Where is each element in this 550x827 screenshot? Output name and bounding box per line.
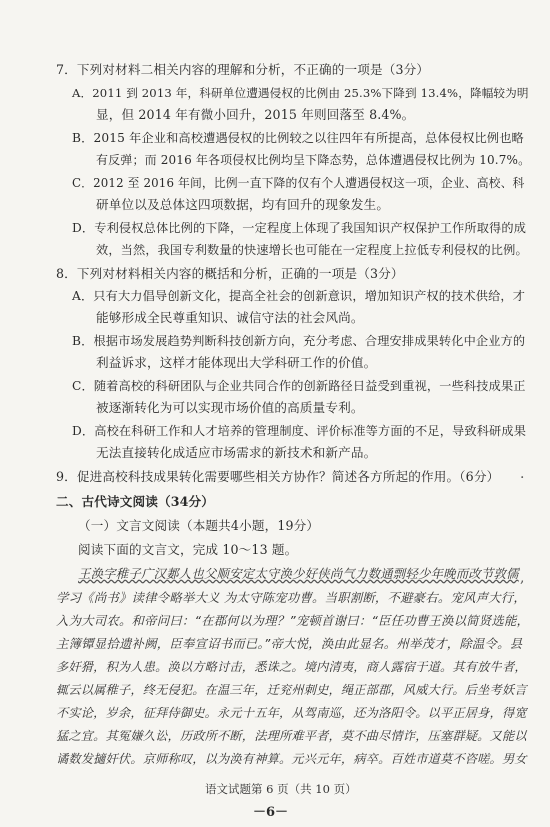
passage-line-9: 谲数发擿奸伏。京师称叹，以为涣有神算。元兴元年，病卒。百姓市道莫不咨嗟。男女 [56,752,527,766]
q8-option-c-line2: 被逐渐转化为可以实现市场价值的高质量专利。 [96,400,364,415]
q7-option-c-line2: 研单位以及总体这四项数据，均有回升的现象发生。 [96,197,390,212]
passage-line-7: 不实论，岁余，征拜侍御史。永元十五年，从驾南巡，还为洛阳令。以平正居身，得宽 [56,706,527,720]
q7-option-d-line2: 效，当然，我国专利数量的快速增长也可能在一定程度上拉低专利侵权的比例。 [96,243,528,257]
passage-line-5: 多奸猾，积为人患。涣以方略讨击，悉诛之。境内清夷，商人露宿于道。其有放牛者， [56,660,527,674]
passage-intro: 阅读下面的文言文，完成 10～13 题。 [78,542,298,557]
q7-option-a-line2: 显，但 2014 年有微小回升，2015 年则回落至 8.4%。 [96,107,415,122]
passage-line-8: 猛之宜。其冤嫌久讼，历政所不断，法理所难平者，莫不曲尽情诈，压塞群疑。又能以 [56,729,527,743]
q8-option-c-line1: C．随着高校的科研团队与企业共同合作的创新路径日益受到重视，一些科技成果正 [72,379,526,393]
q8-option-a-line1: A．只有大力倡导创新文化，提高全社会的创新意识，增加知识产权的技术供给，才 [72,289,526,303]
section-title: 二、古代诗文阅读（34分） [56,494,215,509]
q9-stem: 9．促进高校科技成果转化需要哪些相关方协作？简述各方所起的作用。（6分） [56,469,500,484]
q8-stem: 8．下列对材料相关内容的概括和分析，正确的一项是（3分） [56,266,404,281]
q7-option-b-line2: 有反弹；而 2016 年各项侵权比例均呈下降态势，总体遭遇侵权比例为 10.7%。 [96,153,531,167]
q8-option-b-line2: 利益诉求，这样才能体现出大学科研工作的价值。 [96,355,377,370]
q7-option-d-line1: D．专利侵权总体比例的下降，一定程度上体现了我国知识产权保护工作所取得的成 [72,221,527,235]
q7-option-b-line1: B．2015 年企业和高校遭遇侵权的比例较之以往四年有所提高，总体侵权比例也略 [72,131,524,145]
passage-line-3: 入为大司农。和帝问曰：“在郡何以为理？”宠顿首谢曰：“臣任功曹王涣以简贤选能， [56,613,530,628]
q7-option-a-line1: A．2011 到 2013 年，科研单位遭遇侵权的比例由 25.3%下降到 13.4%，降幅较为明 [72,86,529,100]
q8-option-d-line2: 无法直接转化成适应市场需求的新技术和新产品。 [96,445,377,460]
margin-mark-icon: · [520,470,525,486]
q7-stem: 7．下列对材料二相关内容的理解和分析，不正确的一项是（3分） [56,62,430,77]
q8-option-d-line1: D．高校在科研工作和人才培养的管理制度、评价标准等方面的不足，导致科研成果 [72,424,527,438]
q8-option-a-line2: 能够形成全民尊重知识、诚信守法的社会风尚。 [96,310,364,325]
passage-line-2: 学习《尚书》读律令略举大义 为太守陈宠功曹。当职割断，不避豪右。宠风声大行， [56,590,526,605]
margin-tick-icon: , [520,570,525,586]
page-caption: 语文试题第 6 页（共 10 页） [205,782,357,796]
passage-line-6: 辄云以属稚子，终无侵犯。在温三年，迁兖州刺史，绳正部郡，风威大行。后坐考妖言 [56,683,527,697]
passage-line-1: 王涣字稚子广汉郪人也父顺安定太守涣少好侠尚气力数通剽轻少年晚而改节敦儒 [78,566,519,581]
q8-option-b-line1: B．根据市场发展趋势判断科技创新方向，充分考虑、合理安排成果转化中企业方的 [72,334,526,348]
subsection-title: （一）文言文阅读（本题共4小题，19分） [78,518,320,533]
page-number: －6－ [253,805,289,820]
q7-option-c-line1: C．2012 至 2016 年间，比例一直下降的仅有个人遭遇侵权这一项，企业、高校、科 [72,176,525,190]
passage-line-4: 主簿镡显拾遗补阙，臣奉宣诏书而已。”帝大悦，涣由此显名。州举茂才，除温令。县 [56,636,523,651]
